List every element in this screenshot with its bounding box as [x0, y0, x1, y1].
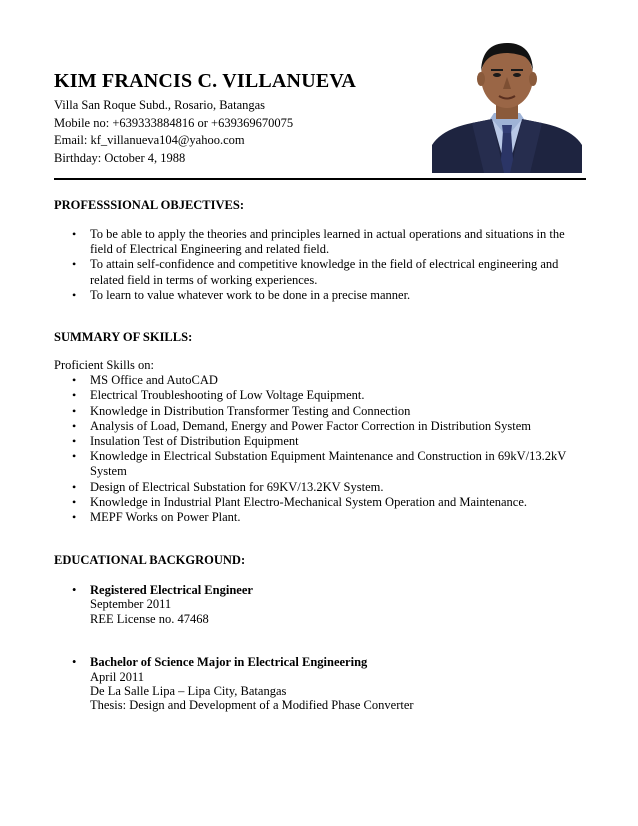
objectives-list [54, 227, 574, 303]
skill-text: Knowledge in Distribution Transformer Testing and Connection [90, 403, 411, 418]
bullet-icon: • [72, 373, 77, 388]
list-item [54, 449, 574, 479]
education-detail: REE License no. 47468 [90, 611, 209, 626]
address-line: Villa San Roque Subd., Rosario, Batangas [54, 98, 266, 112]
list-item [54, 257, 574, 287]
objective-text: To be able to apply the theories and principles learned in actual operations and situations in the field of Electrical Engineering and related field. [90, 227, 565, 257]
applicant-name: KIM FRANCIS C. VILLANUEVA [54, 70, 357, 92]
bullet-icon: • [72, 510, 77, 525]
list-item [54, 510, 574, 525]
education-heading: EDUCATIONAL BACKGROUND: [54, 553, 246, 567]
bullet-icon: • [72, 583, 77, 597]
education-school: De La Salle Lipa – Lipa City, Batangas [90, 684, 287, 699]
list-item [54, 373, 574, 388]
email-line: Email: kf_villanueva104@yahoo.com [54, 133, 245, 147]
education-title: Registered Electrical Engineer [90, 583, 253, 597]
list-item [54, 388, 574, 403]
bullet-icon: • [72, 257, 77, 272]
portrait-photo [432, 33, 582, 173]
bullet-icon: • [72, 479, 77, 494]
bullet-icon: • [72, 494, 77, 509]
skill-text: Design of Electrical Substation for 69KV/13.2KV System. [90, 479, 384, 494]
list-item [54, 419, 574, 434]
education-date: September 2011 [90, 597, 172, 612]
bullet-icon: • [72, 449, 77, 464]
skills-heading: SUMMARY OF SKILLS: [54, 330, 193, 344]
education-title: Bachelor of Science Major in Electrical Engineering [90, 655, 368, 670]
list-item [54, 404, 574, 419]
list-item [54, 227, 574, 257]
bullet-icon: • [72, 418, 77, 433]
list-item [54, 583, 574, 626]
education-thesis: Thesis: Design and Development of a Modified Phase Converter [90, 698, 414, 713]
bullet-icon: • [72, 388, 77, 403]
bullet-icon: • [72, 227, 77, 241]
skills-list [54, 373, 574, 525]
skills-intro: Proficient Skills on: [54, 358, 154, 372]
mobile-line: Mobile no: +639333884816 or +639369670075 [54, 115, 294, 130]
objectives-section [54, 197, 574, 303]
education-date: April 2011 [90, 669, 145, 684]
portrait-icon [432, 33, 582, 173]
bullet-icon: • [72, 403, 77, 418]
objective-text: To learn to value whatever work to be done in a precise manner. [90, 287, 411, 302]
list-item [54, 480, 574, 495]
skill-text: Analysis of Load, Demand, Energy and Power Factor Correction in Distribution System [90, 418, 532, 433]
skill-text: MS Office and AutoCAD [90, 373, 218, 388]
list-item [54, 495, 574, 510]
education-section [54, 552, 574, 713]
objectives-heading: PROFESSSIONAL OBJECTIVES: [54, 198, 244, 212]
birthday-line: Birthday: October 4, 1988 [54, 150, 186, 165]
list-item [54, 434, 574, 449]
skill-text: Electrical Troubleshooting of Low Voltage Equipment. [90, 388, 365, 403]
contact-header [54, 69, 414, 167]
bullet-icon: • [72, 287, 77, 302]
skill-text: MEPF Works on Power Plant. [90, 510, 241, 525]
skill-text: Knowledge in Industrial Plant Electro-Mechanical System Operation and Maintenance. [90, 494, 528, 509]
bullet-icon: • [72, 434, 77, 449]
list-item [54, 288, 574, 303]
list-item [54, 655, 574, 713]
skills-section [54, 329, 574, 525]
bullet-icon: • [72, 655, 77, 670]
skill-text: Knowledge in Electrical Substation Equipment Maintenance and Construction in 69kV/13.2kV System [90, 449, 567, 479]
objective-text: To attain self-confidence and competitive knowledge in the field of electrical engineering and related field in terms of working experiences. [90, 257, 559, 287]
header-divider [54, 178, 586, 180]
skill-text: Insulation Test of Distribution Equipment [90, 434, 299, 449]
